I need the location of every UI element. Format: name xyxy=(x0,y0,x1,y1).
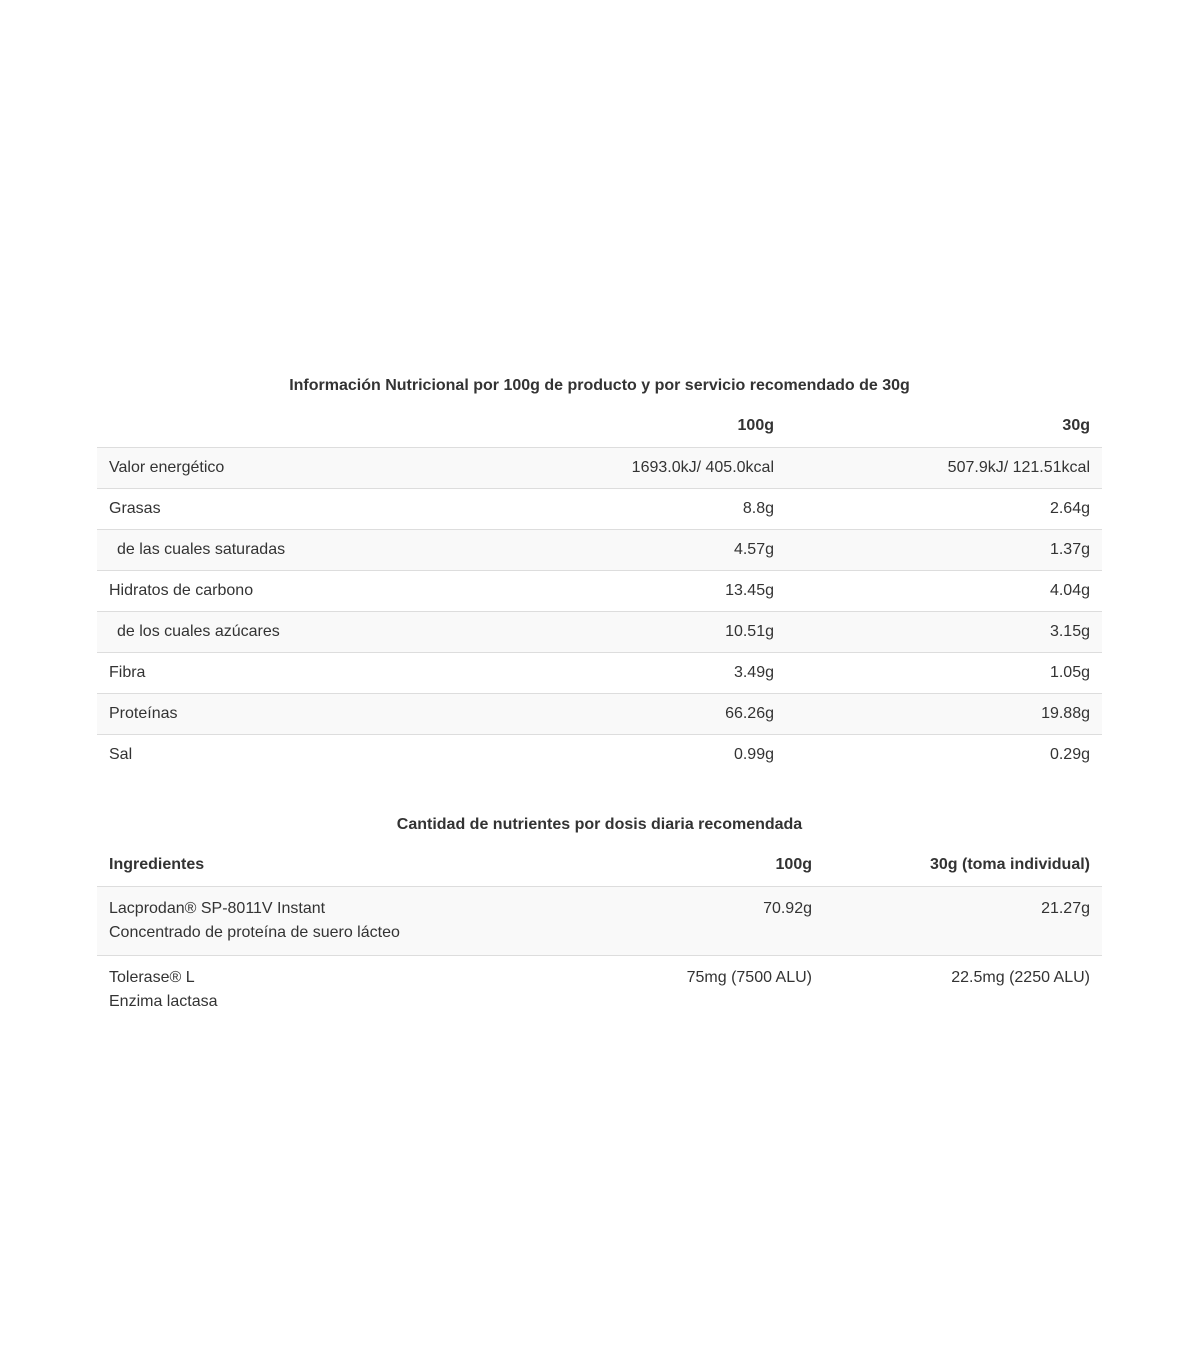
nutrition-header-100g: 100g xyxy=(737,417,774,435)
table-row xyxy=(97,734,1102,775)
nutrition-header-30g: 30g xyxy=(1062,417,1090,435)
table-row xyxy=(97,529,1102,570)
nutrient-value-100g: 66.26g xyxy=(725,704,774,722)
table-row xyxy=(97,693,1102,734)
nutrient-value-100g: 10.51g xyxy=(725,622,774,640)
ingredient-cell xyxy=(97,886,517,955)
table-row xyxy=(97,886,1102,955)
table-row xyxy=(97,570,1102,611)
dosage-table xyxy=(97,845,1102,1024)
nutrition-header-name xyxy=(97,406,467,447)
table-row xyxy=(97,447,1102,488)
nutrient-value-30g: 1.05g xyxy=(1049,663,1090,681)
nutrient-name: Grasas xyxy=(109,499,161,517)
section-spacer xyxy=(97,775,1102,805)
nutrient-value-100g: 4.57g xyxy=(733,540,774,558)
nutrient-value-30g: 0.29g xyxy=(1049,745,1090,763)
dosage-header-row xyxy=(97,845,1102,886)
nutrient-name: de los cuales azúcares xyxy=(117,622,280,640)
nutrient-value-100g: 13.45g xyxy=(725,581,774,599)
nutrient-value-100g: 0.99g xyxy=(733,745,774,763)
nutrition-content xyxy=(97,366,1102,1024)
nutrient-name: Proteínas xyxy=(109,704,178,722)
ingredient-value-100g: 75mg (7500 ALU) xyxy=(686,968,812,986)
nutrition-table xyxy=(97,406,1102,775)
nutrient-name: Valor energético xyxy=(109,458,225,476)
ingredient-description: Enzima lactasa xyxy=(109,992,218,1010)
table-row xyxy=(97,611,1102,652)
nutrient-name: Hidratos de carbono xyxy=(109,581,254,599)
dosage-header-100g: 100g xyxy=(775,856,812,874)
nutrition-header-row xyxy=(97,406,1102,447)
nutrient-value-30g: 507.9kJ/ 121.51kcal xyxy=(947,458,1090,476)
ingredient-value-30g: 21.27g xyxy=(1041,899,1090,917)
table-row xyxy=(97,652,1102,693)
nutrient-name: Sal xyxy=(109,745,133,763)
ingredient-name: Tolerase® L xyxy=(109,968,195,986)
ingredient-value-30g: 22.5mg (2250 ALU) xyxy=(951,968,1090,986)
table-row xyxy=(97,955,1102,1024)
nutrient-value-30g: 3.15g xyxy=(1049,622,1090,640)
nutrient-value-100g: 1693.0kJ/ 405.0kcal xyxy=(631,458,774,476)
ingredient-cell xyxy=(97,955,517,1024)
nutrient-name: de las cuales saturadas xyxy=(117,540,286,558)
table-row xyxy=(97,488,1102,529)
dosage-header-ingredients: Ingredientes xyxy=(109,856,205,874)
nutrient-value-30g: 2.64g xyxy=(1049,499,1090,517)
nutrient-value-100g: 3.49g xyxy=(733,663,774,681)
nutrient-value-30g: 4.04g xyxy=(1049,581,1090,599)
nutrient-value-100g: 8.8g xyxy=(742,499,774,517)
ingredient-value-100g: 70.92g xyxy=(763,899,812,917)
dosage-table-caption: Cantidad de nutrientes por dosis diaria recomendada xyxy=(396,816,803,833)
nutrition-table-caption: Información Nutricional por 100g de producto y por servicio recomendado de 30g xyxy=(289,377,910,394)
ingredient-name: Lacprodan® SP-8011V Instant xyxy=(109,899,326,917)
dosage-header-30g: 30g (toma individual) xyxy=(929,856,1090,874)
nutrient-value-30g: 1.37g xyxy=(1049,540,1090,558)
nutrient-name: Fibra xyxy=(109,663,146,681)
nutrient-value-30g: 19.88g xyxy=(1041,704,1090,722)
ingredient-description: Concentrado de proteína de suero lácteo xyxy=(109,923,400,941)
